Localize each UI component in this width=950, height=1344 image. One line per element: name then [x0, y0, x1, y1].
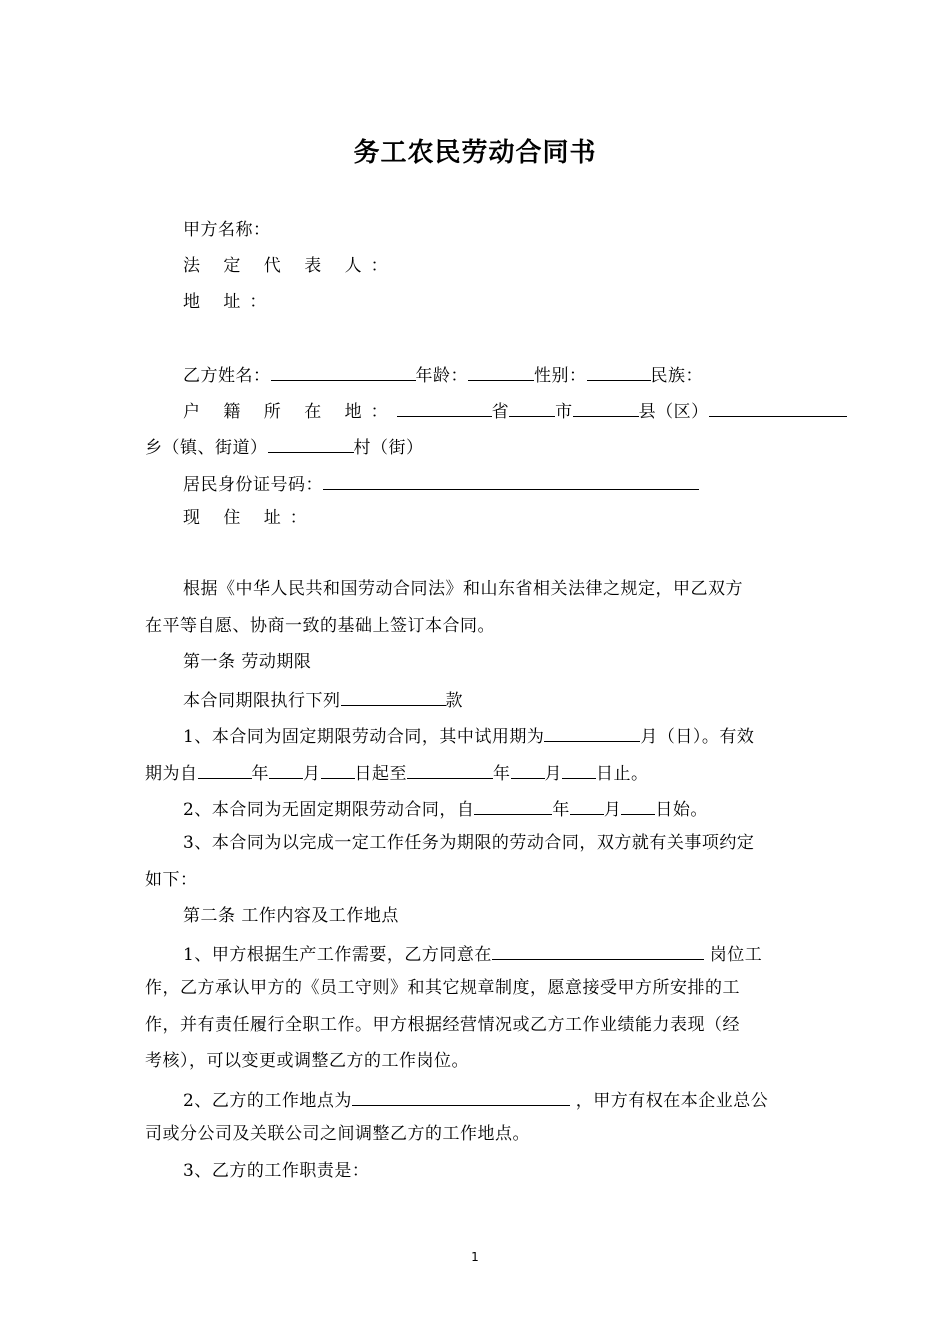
item1-text-a: 1、本合同为固定期限劳动合同，其中试用期为 — [183, 727, 545, 747]
article-2-item-3: 3、乙方的工作职责是： — [183, 1161, 370, 1181]
a2-item1-text-b: 岗位工 — [703, 945, 763, 965]
start-month-blank — [269, 760, 303, 779]
province-blank — [397, 398, 492, 417]
article-1-heading: 第一条 劳动期限 — [183, 652, 312, 672]
county-label: 县（区） — [638, 402, 709, 422]
residence-line — [183, 507, 316, 529]
year-label: 年 — [251, 764, 269, 784]
age-blank — [468, 362, 534, 381]
party-b-name-line — [183, 362, 703, 387]
preamble-line-1: 根据《中华人民共和国劳动合同法》和山东省相关法律之规定，甲乙双方 — [183, 579, 743, 599]
a2-item2-text-a: 2、乙方的工作地点为 — [183, 1091, 352, 1111]
name-blank — [271, 362, 416, 381]
from-to-label: 日起至 — [354, 764, 407, 784]
party-a-rep-label: 法 定 代 表 人： — [183, 256, 397, 276]
month-label-3: 月 — [603, 800, 622, 820]
city-blank — [509, 398, 555, 417]
end-year-blank — [407, 760, 493, 779]
indef-day-blank — [621, 796, 655, 815]
probation-blank — [544, 723, 640, 742]
page-number: 1 — [471, 1250, 479, 1264]
ethnicity-label: 民族： — [650, 366, 703, 386]
article-2-item-1-line-4: 考核），可以变更或调整乙方的工作岗位。 — [145, 1051, 469, 1071]
article-2-item-1-line-3: 作，并有责任履行全职工作。甲方根据经营情况或乙方工作业绩能力表现（经 — [145, 1015, 740, 1035]
position-blank — [492, 941, 704, 960]
party-a-address-label: 地 址： — [183, 292, 276, 312]
indef-month-blank — [570, 796, 604, 815]
article-1-exec-line — [183, 687, 463, 712]
article-1-item-3-cont: 如下： — [145, 870, 198, 890]
article-1-item-1-dates — [145, 760, 649, 785]
article-2-item-1 — [183, 941, 762, 966]
village-blank — [268, 434, 354, 453]
year-label-2: 年 — [493, 764, 511, 784]
exec-prefix: 本合同期限执行下列 — [183, 691, 341, 711]
id-label: 居民身份证号码： — [183, 475, 323, 495]
article-2-item-1-line-2: 作，乙方承认甲方的《员工守则》和其它规章制度，愿意接受甲方所安排的工 — [145, 978, 740, 998]
article-1-item-3: 3、本合同为以完成一定工作任务为期限的劳动合同，双方就有关事项约定 — [183, 833, 755, 853]
exec-suffix: 款 — [445, 691, 463, 711]
city-label: 市 — [555, 402, 573, 422]
item1-text-b: 月（日）。有效 — [640, 727, 755, 747]
gender-blank — [587, 362, 651, 381]
article-2-item-2 — [183, 1087, 768, 1112]
gender-label: 性别： — [534, 366, 587, 386]
indef-year-blank — [474, 796, 552, 815]
party-a-rep-line — [183, 255, 397, 277]
party-a-address-line — [183, 291, 275, 313]
article-2-item-2-line-2: 司或分公司及关联公司之间调整乙方的工作地点。 — [145, 1124, 530, 1144]
county-blank — [573, 398, 639, 417]
start-label: 日始。 — [655, 800, 708, 820]
a2-item1-text-a: 1、甲方根据生产工作需要，乙方同意在 — [183, 945, 492, 965]
party-b-name-label: 乙方姓名： — [183, 366, 271, 386]
item2-text-a: 2、本合同为无固定期限劳动合同，自 — [183, 800, 475, 820]
id-line — [183, 471, 699, 496]
document-title: 务工农民劳动合同书 — [353, 138, 597, 168]
residence-label: 现 住 址： — [183, 508, 316, 528]
end-month-blank — [511, 760, 545, 779]
month-label: 月 — [303, 764, 321, 784]
age-label: 年龄： — [415, 366, 468, 386]
household-line-2 — [145, 434, 424, 459]
township-label: 乡（镇、街道） — [145, 438, 268, 458]
end-label: 日止。 — [596, 764, 649, 784]
exec-blank — [341, 687, 446, 706]
village-label: 村（街） — [353, 438, 424, 458]
work-location-blank — [352, 1087, 570, 1106]
province-label: 省 — [491, 402, 510, 422]
township-blank — [709, 398, 847, 417]
start-year-blank — [198, 760, 252, 779]
month-label-2: 月 — [544, 764, 562, 784]
household-label: 户 籍 所 在 地： — [183, 402, 397, 422]
article-1-item-2 — [183, 796, 708, 821]
end-day-blank — [562, 760, 596, 779]
party-a-name-label: 甲方名称： — [183, 220, 271, 240]
article-1-item-1 — [183, 723, 754, 748]
year-label-3: 年 — [552, 800, 570, 820]
household-line — [183, 398, 847, 423]
preamble-line-2: 在平等自愿、协商一致的基础上签订本合同。 — [145, 616, 495, 636]
a2-item2-text-b: ，甲方有权在本企业总公 — [569, 1091, 769, 1111]
item1-text-c: 期为自 — [145, 764, 198, 784]
start-day-blank — [321, 760, 355, 779]
id-blank — [323, 471, 699, 490]
party-a-name-line — [183, 219, 271, 241]
article-2-heading: 第二条 工作内容及工作地点 — [183, 906, 399, 926]
